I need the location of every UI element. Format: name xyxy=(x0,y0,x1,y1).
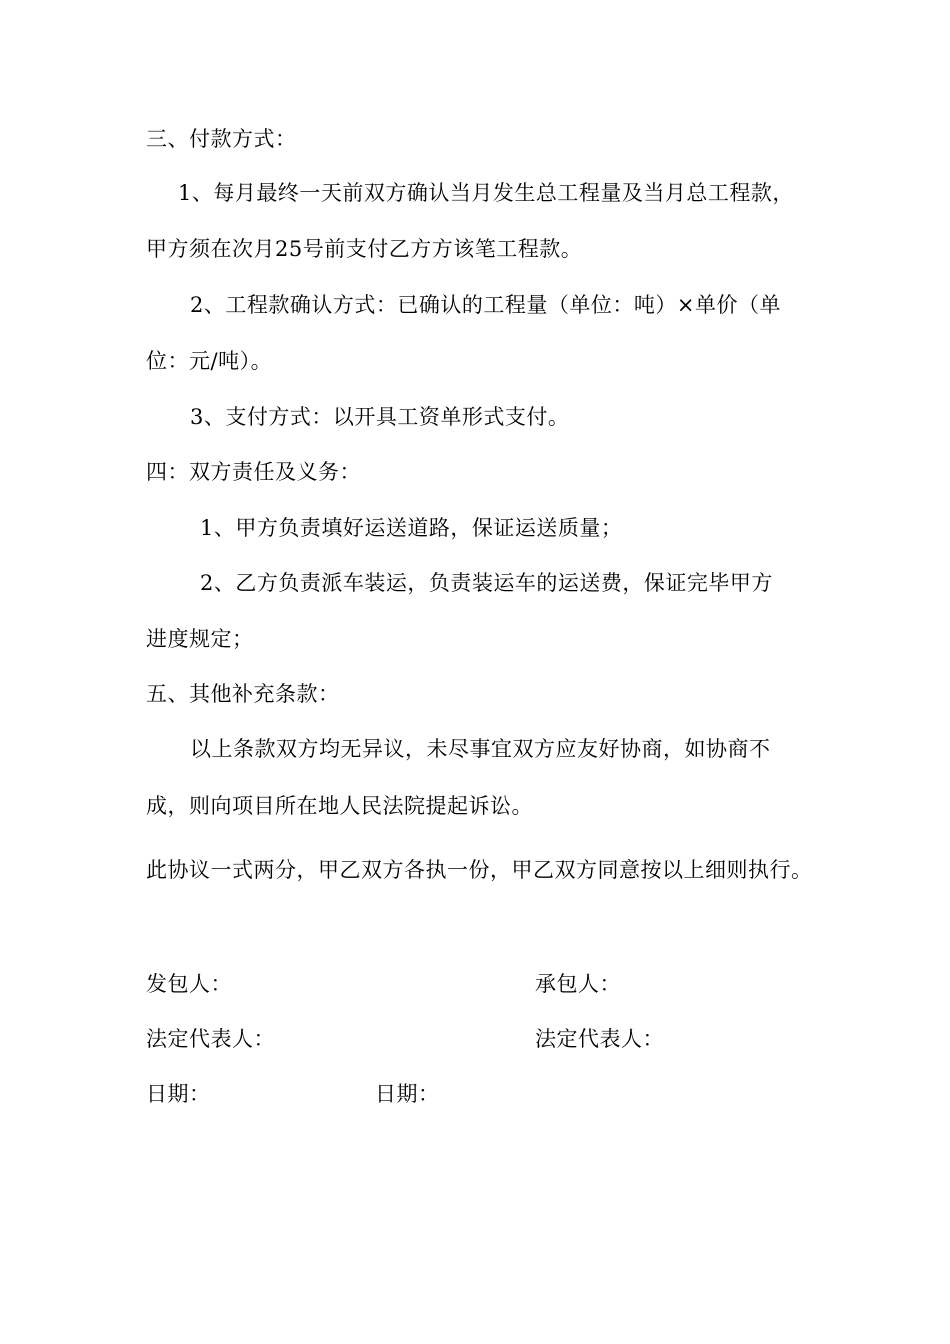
supplementary-clause-line-2: 成，则向项目所在地人民法院提起诉讼。 xyxy=(146,794,533,818)
closing-statement: 此协议一式两分，甲乙双方各执一份，甲乙双方同意按以上细则执行。 xyxy=(146,858,813,882)
payment-clause-1-line-1: 1、每月最终一天前双方确认当月发生总工程量及当月总工程款， xyxy=(178,181,794,205)
supplementary-clause-line-1: 以上条款双方均无异议，未尽事宜双方应友好协商，如协商不 xyxy=(190,737,771,761)
contractor-representative-label: 法定代表人： xyxy=(535,1027,664,1051)
date-label-left: 日期： xyxy=(146,1082,211,1106)
section-heading-payment: 三、付款方式： xyxy=(146,127,297,151)
issuer-label: 发包人： xyxy=(146,972,232,996)
section-heading-responsibilities: 四：双方责任及义务： xyxy=(146,460,361,484)
contractor-label: 承包人： xyxy=(535,972,621,996)
payment-clause-3: 3、支付方式：以开具工资单形式支付。 xyxy=(190,405,570,429)
responsibility-clause-2-line-2: 进度规定； xyxy=(146,627,254,651)
issuer-representative-label: 法定代表人： xyxy=(146,1027,275,1051)
payment-clause-2-line-1: 2、工程款确认方式：已确认的工程量（单位：吨）×单价（单 xyxy=(190,293,781,317)
section-heading-supplementary: 五、其他补充条款： xyxy=(146,682,340,706)
responsibility-clause-1: 1、甲方负责填好运送道路，保证运送质量； xyxy=(200,516,623,540)
payment-clause-2-line-2: 位：元/吨）。 xyxy=(146,349,273,373)
payment-clause-1-line-2: 甲方须在次月25号前支付乙方方该笔工程款。 xyxy=(146,237,583,261)
date-label-right: 日期： xyxy=(375,1082,440,1106)
responsibility-clause-2-line-1: 2、乙方负责派车装运，负责装运车的运送费，保证完毕甲方 xyxy=(200,571,773,595)
